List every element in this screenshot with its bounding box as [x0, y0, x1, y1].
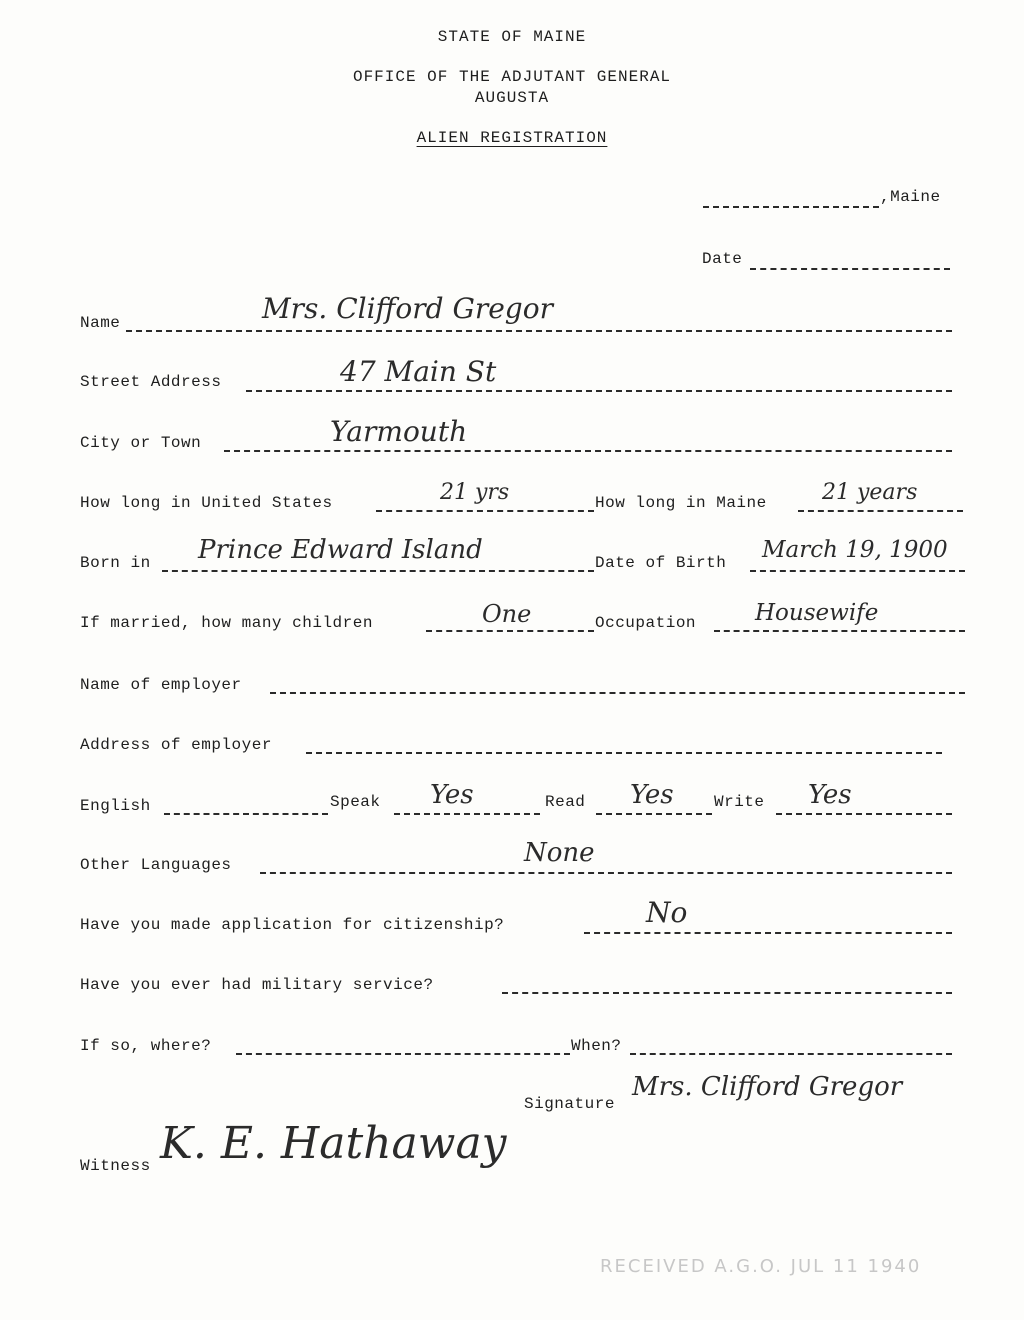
street-line	[246, 390, 952, 392]
us-label: How long in United States	[80, 494, 333, 512]
signature-label: Signature	[524, 1095, 615, 1113]
witness-label: Witness	[80, 1157, 151, 1175]
where-label: If so, where?	[80, 1037, 212, 1055]
dob-value: March 19, 1900	[762, 537, 948, 563]
where-line	[236, 1053, 570, 1055]
street-label: Street Address	[80, 373, 222, 391]
street-value: 47 Main St	[340, 355, 497, 388]
occupation-value: Housewife	[755, 600, 879, 626]
name-line	[126, 330, 952, 332]
witness-signature: K. E. Hathaway	[160, 1118, 507, 1169]
employer-label: Name of employer	[80, 676, 242, 694]
children-line	[426, 630, 594, 632]
header-state: STATE OF MAINE	[437, 28, 587, 46]
military-line	[502, 992, 952, 994]
other-lang-line	[260, 872, 952, 874]
citizenship-line	[584, 932, 952, 934]
born-label: Born in	[80, 554, 151, 572]
form-title: ALIEN REGISTRATION	[416, 129, 608, 147]
english-label: English	[80, 797, 151, 815]
born-value: Prince Edward Island	[198, 535, 483, 565]
maine-value: 21 years	[822, 480, 918, 505]
read-line	[596, 813, 712, 815]
received-stamp: RECEIVED A.G.O. JUL 11 1940	[600, 1256, 922, 1277]
city-line	[224, 450, 952, 452]
occupation-line	[714, 630, 965, 632]
maine-line	[798, 510, 963, 512]
maine-label: How long in Maine	[595, 494, 767, 512]
children-label: If married, how many children	[80, 614, 373, 632]
employer-line	[270, 692, 965, 694]
employer-address-label: Address of employer	[80, 736, 272, 754]
read-label: Read	[545, 793, 586, 811]
city-value: Yarmouth	[330, 415, 468, 448]
us-line	[376, 510, 594, 512]
write-label: Write	[714, 793, 765, 811]
when-label: When?	[571, 1037, 622, 1055]
citizenship-label: Have you made application for citizenship?	[80, 916, 505, 934]
header-city: AUGUSTA	[474, 89, 550, 107]
dob-line	[750, 570, 965, 572]
when-line	[630, 1053, 952, 1055]
header-office: OFFICE OF THE ADJUTANT GENERAL	[352, 68, 672, 86]
english-line	[164, 813, 328, 815]
military-label: Have you ever had military service?	[80, 976, 434, 994]
children-value: One	[482, 600, 532, 628]
read-value: Yes	[630, 780, 674, 810]
employer-address-line	[306, 752, 942, 754]
dob-label: Date of Birth	[595, 554, 727, 572]
other-lang-label: Other Languages	[80, 856, 232, 874]
citizenship-value: No	[646, 896, 688, 929]
name-label: Name	[80, 314, 121, 332]
city-label: City or Town	[80, 434, 202, 452]
speak-label: Speak	[330, 793, 381, 811]
write-value: Yes	[808, 780, 852, 810]
write-line	[776, 813, 952, 815]
speak-value: Yes	[430, 780, 474, 810]
name-value: Mrs. Clifford Gregor	[262, 292, 553, 325]
place-line	[703, 206, 879, 208]
us-value: 21 yrs	[440, 480, 510, 505]
occupation-label: Occupation	[595, 614, 697, 632]
born-line	[162, 570, 594, 572]
other-lang-value: None	[524, 838, 595, 868]
date-line	[750, 268, 950, 270]
speak-line	[394, 813, 540, 815]
place-suffix: ,Maine	[880, 188, 941, 206]
date-label: Date	[702, 250, 743, 268]
signature-value: Mrs. Clifford Gregor	[632, 1072, 903, 1102]
